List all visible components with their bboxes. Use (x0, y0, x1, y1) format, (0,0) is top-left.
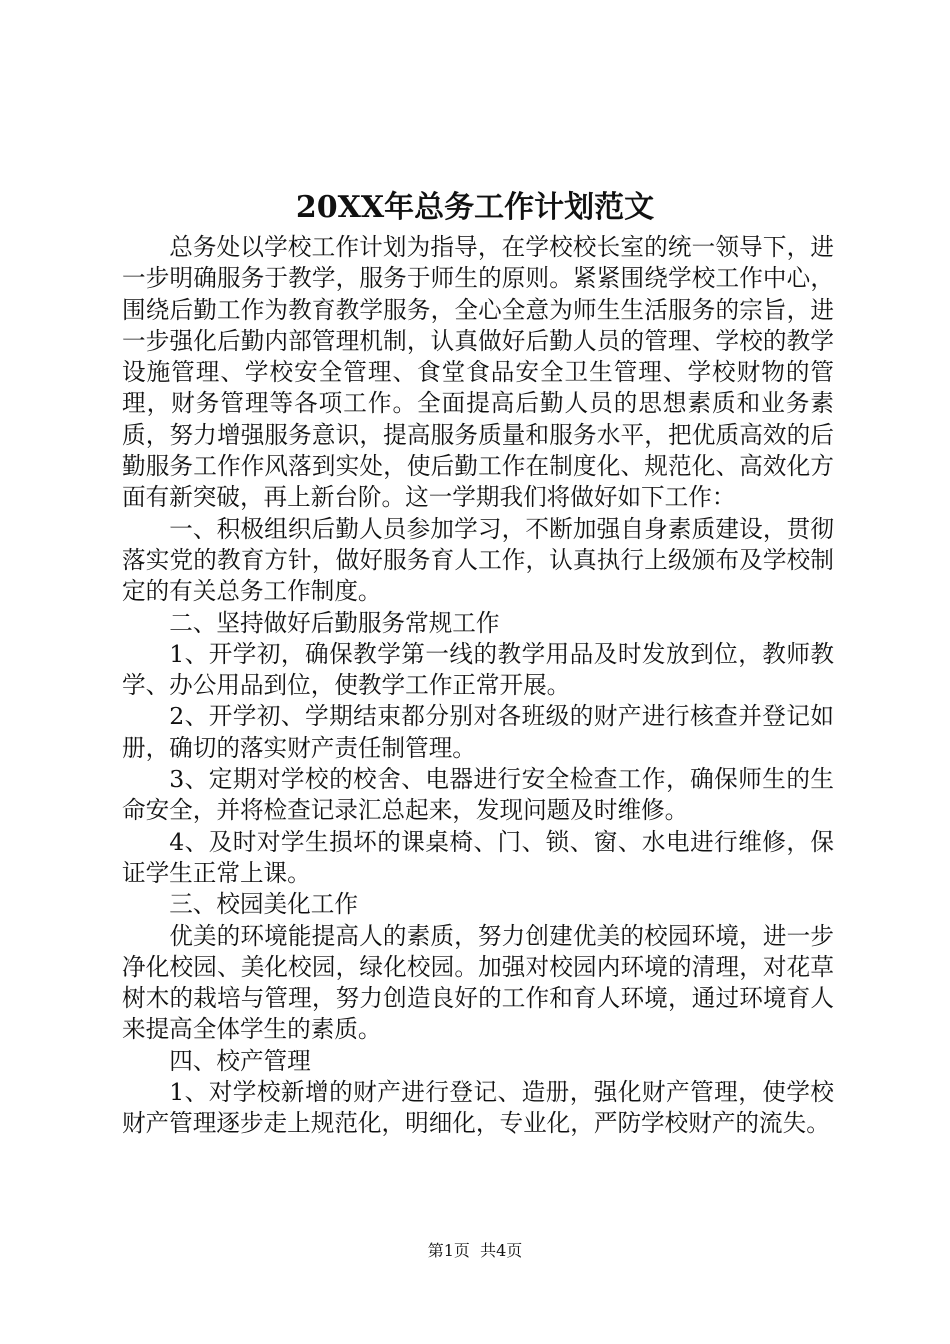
document-body (122, 232, 834, 1140)
page-number: 第1页 (427, 1241, 470, 1260)
page-footer (0, 1240, 950, 1262)
heading-section-4: 四、校产管理 (169, 1046, 311, 1075)
paragraph-item-4-1: 1、对学校新增的财产进行登记、造册，强化财产管理，使学校财产管理逐步走上规范化，明细化，专业化，严防学校财产的流失。 (122, 1078, 834, 1138)
heading-section-2: 二、坚持做好后勤服务常规工作 (169, 608, 500, 637)
page-total: 共4页 (480, 1241, 523, 1260)
paragraph-item-2-4: 4、及时对学生损坏的课桌椅、门、锁、窗、水电进行维修，保证学生正常上课。 (122, 827, 834, 887)
heading-section-3: 三、校园美化工作 (169, 890, 358, 919)
paragraph-section-3: 优美的环境能提高人的素质，努力创建优美的校园环境，进一步净化校园、美化校园，绿化校园。加强对校园内环境的清理，对花草树木的栽培与管理，努力创造良好的工作和育人环境，通过环境育人来提高全体学生的素质。 (122, 921, 834, 1044)
paragraph-item-2-3: 3、定期对学校的校舍、电器进行安全检查工作，确保师生的生命安全，并将检查记录汇总起来，发现问题及时维修。 (122, 765, 834, 825)
paragraph-intro: 总务处以学校工作计划为指导，在学校校长室的统一领导下，进一步明确服务于教学，服务于师生的原则。紧紧围绕学校工作中心，围绕后勤工作为教育教学服务，全心全意为师生生活服务的宗旨，进一步强化后勤内部管理机制，认真做好后勤人员的管理、学校的教学设施管理、学校安全管理、食堂食品安全卫生管理、学校财物的管理，财务管理等各项工作。全面提高后勤人员的思想素质和业务素质，努力增强服务意识，提高服务质量和服务水平，把优质高效的后勤服务工作作风落到实处，使后勤工作在制度化、规范化、高效化方面有新突破，再上新台阶。这一学期我们将做好如下工作： (122, 233, 834, 512)
paragraph-item-2-2: 2、开学初、学期结束都分别对各班级的财产进行核查并登记如册，确切的落实财产责任制管理。 (122, 702, 834, 762)
document-title: 20XX年总务工作计划范文 (295, 190, 655, 225)
paragraph-item-2-1: 1、开学初，确保教学第一线的教学用品及时发放到位，教师教学、办公用品到位，使教学工作正常开展。 (122, 639, 834, 700)
paragraph-section-1: 一、积极组织后勤人员参加学习，不断加强自身素质建设，贯彻落实党的教育方针，做好服务育人工作，认真执行上级颁布及学校制定的有关总务工作制度。 (122, 514, 834, 606)
